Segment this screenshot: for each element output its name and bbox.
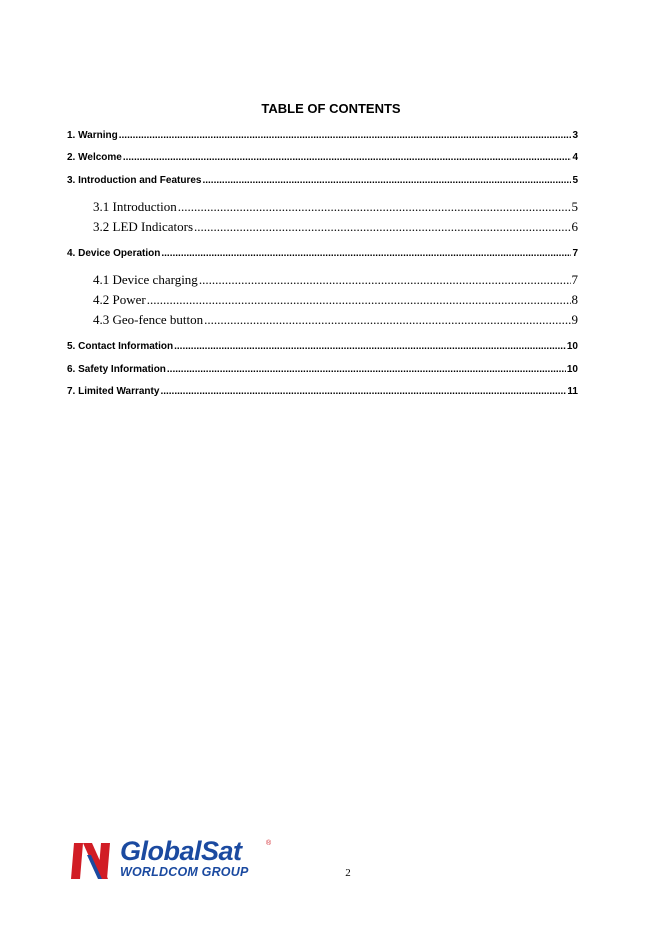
toc-entry-page: 6 (571, 219, 578, 234)
toc-entry-page: 11 (567, 386, 578, 397)
toc-entry-page: 7 (571, 272, 578, 287)
toc-entry-page: 8 (571, 292, 578, 307)
toc-entry-contact-information[interactable] (67, 341, 578, 352)
toc-entry-label: 4. Device Operation (67, 248, 161, 259)
toc-title: TABLE OF CONTENTS (261, 101, 401, 116)
toc-leader-dots (160, 386, 566, 397)
toc-leader-dots (202, 175, 571, 186)
toc-entry-safety-information[interactable] (67, 364, 578, 375)
toc-entry-label: 6. Safety Information (67, 364, 166, 375)
toc-entry-page: 5 (571, 199, 578, 214)
toc-leader-dots (167, 364, 566, 375)
toc-leader-dots (161, 248, 571, 259)
toc-entry-page: 10 (566, 364, 578, 375)
logo-registered-mark: ® (266, 840, 272, 847)
toc-entry-device-operation[interactable] (67, 248, 578, 259)
toc-entry-page: 9 (571, 312, 578, 327)
toc-entry-label: 3.2 LED Indicators (93, 219, 194, 234)
globalsat-emblem-icon (68, 841, 118, 881)
toc-entry-page: 7 (572, 248, 578, 259)
toc-leader-dots (204, 312, 570, 328)
toc-entry-label: 4.3 Geo-fence button (93, 312, 204, 327)
toc-leader-dots (147, 292, 571, 308)
toc-entry-page: 4 (572, 152, 578, 163)
toc-entry-label: 5. Contact Information (67, 341, 174, 352)
toc-entry-led-indicators[interactable] (93, 219, 578, 235)
toc-entry-label: 2. Welcome (67, 152, 122, 163)
toc-leader-dots (123, 152, 572, 163)
toc-leader-dots (174, 341, 566, 352)
logo-wordmark: GlobalSat (120, 836, 242, 866)
toc-entry-power[interactable] (93, 292, 578, 308)
toc-entry-label: 3.1 Introduction (93, 199, 177, 214)
toc-entry-label: 7. Limited Warranty (67, 386, 160, 397)
toc-entry-label: 1. Warning (67, 130, 118, 141)
toc-entry-page: 3 (572, 130, 578, 141)
page-number: 2 (345, 867, 351, 879)
toc-entry-geo-fence-button[interactable] (93, 312, 578, 328)
toc-entry-welcome[interactable] (67, 152, 578, 163)
toc-entry-label: 4.2 Power (93, 292, 146, 307)
toc-leader-dots (199, 272, 571, 288)
toc-entry-limited-warranty[interactable] (67, 386, 578, 397)
toc-entry-label: 3. Introduction and Features (67, 175, 202, 186)
toc-entry-device-charging[interactable] (93, 272, 578, 288)
logo-subtitle: WORLDCOM GROUP (120, 865, 249, 879)
toc-leader-dots (178, 199, 571, 215)
toc-entry-warning[interactable] (67, 130, 578, 141)
globalsat-logo (68, 836, 278, 882)
toc-entry-label: 4.1 Device charging (93, 272, 198, 287)
toc-leader-dots (194, 219, 570, 235)
toc-entry-introduction[interactable] (93, 199, 578, 215)
toc-entry-introduction-and-features[interactable] (67, 175, 578, 186)
toc-entry-page: 5 (572, 175, 578, 186)
toc-leader-dots (119, 130, 572, 141)
toc-entry-page: 10 (566, 341, 578, 352)
